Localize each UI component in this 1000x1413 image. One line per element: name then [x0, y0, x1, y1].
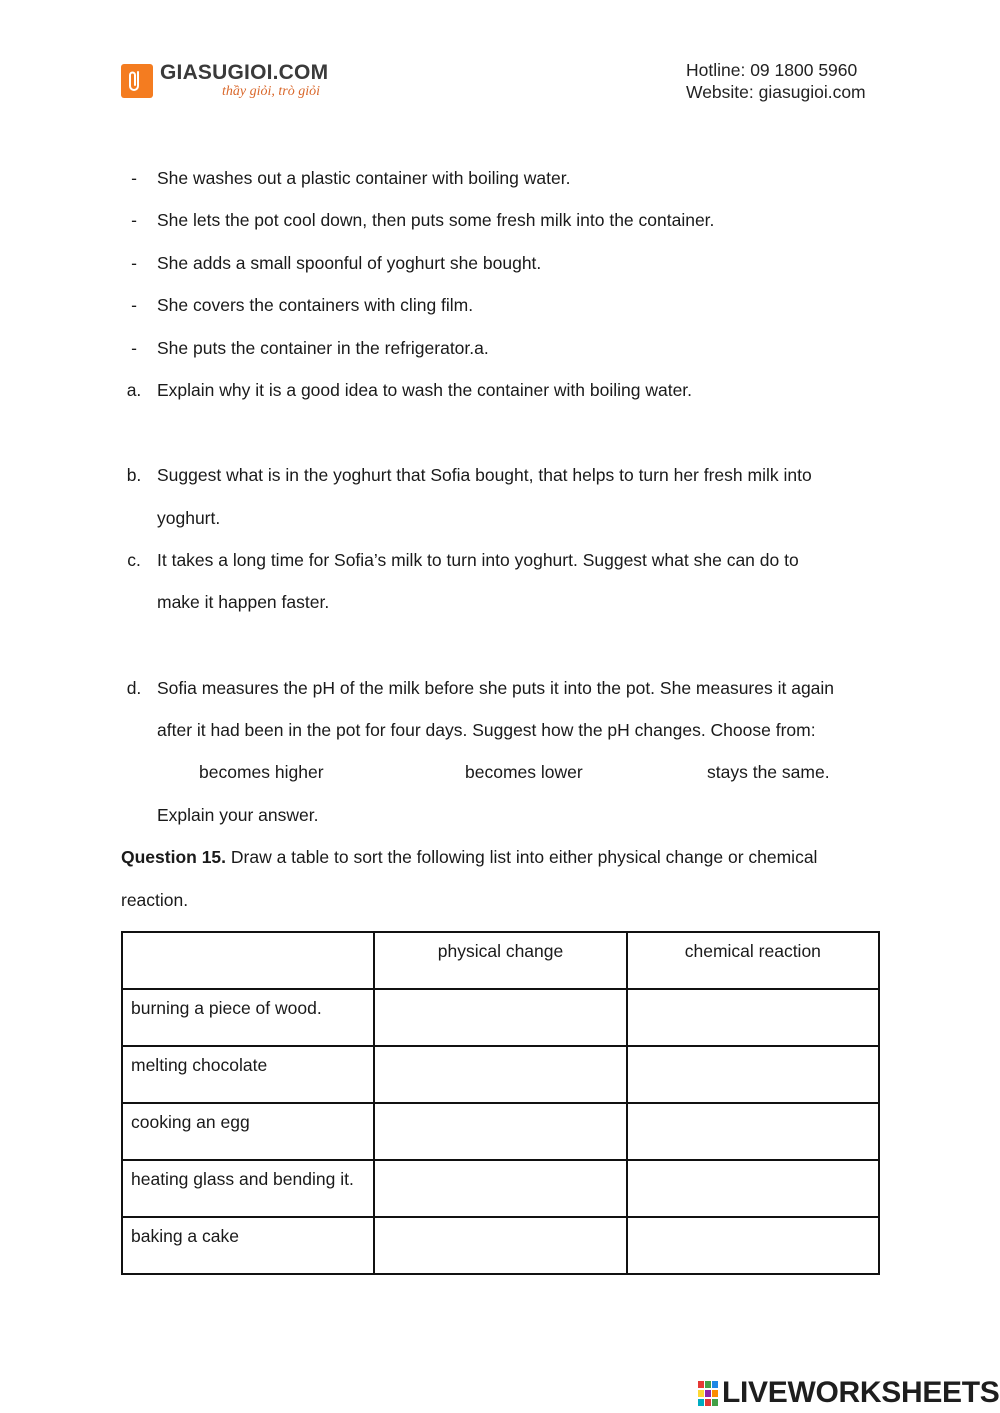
option-becomes-higher: becomes higher [199, 762, 324, 782]
logo-slogan: thầy giỏi, trò giỏi [222, 84, 320, 99]
liveworksheets-watermark: LIVEWORKSHEETS [722, 1376, 1000, 1409]
physical-change-answer-cell[interactable] [374, 1217, 626, 1274]
table-header-physical-change: physical change [374, 932, 626, 989]
list-item: She washes out a plastic container with boiling water. [157, 168, 571, 188]
question-15-text-cont: reaction. [121, 890, 189, 910]
option-becomes-lower: becomes lower [465, 762, 583, 782]
table-header-chemical-reaction: chemical reaction [627, 932, 879, 989]
list-marker: - [131, 338, 137, 358]
table-row [122, 1217, 879, 1274]
table-row [122, 1103, 879, 1160]
physical-change-answer-cell[interactable] [374, 1046, 626, 1103]
table-row-label: baking a cake [122, 1217, 374, 1274]
table-row [122, 989, 879, 1046]
question-15 [121, 846, 817, 868]
logo-icon [121, 64, 153, 98]
table-row [122, 1160, 879, 1217]
list-item: She adds a small spoonful of yoghurt she bought. [157, 253, 542, 273]
option-stays-same: stays the same. [707, 762, 830, 782]
hotline: Hotline: 09 1800 5960 [686, 60, 858, 80]
table-header-row [122, 932, 879, 989]
table-row-label: melting chocolate [122, 1046, 374, 1103]
website: Website: giasugioi.com [686, 82, 866, 102]
question-b-marker: b. [126, 465, 142, 485]
list-marker: - [131, 168, 137, 188]
chemical-reaction-answer-cell[interactable] [627, 1046, 879, 1103]
physical-change-answer-cell[interactable] [374, 1103, 626, 1160]
question-d-marker: d. [126, 678, 142, 698]
chemical-reaction-answer-cell[interactable] [627, 1103, 879, 1160]
question-d-text: Sofia measures the pH of the milk before she puts it into the pot. She measures it again [157, 678, 835, 698]
table-row [122, 1046, 879, 1103]
question-15-text: Draw a table to sort the following list into either physical change or chemical [226, 847, 818, 867]
list-marker: - [131, 210, 137, 230]
question-a-marker: a. [126, 380, 142, 400]
table-row-label: cooking an egg [122, 1103, 374, 1160]
question-d-explain: Explain your answer. [157, 805, 319, 825]
list-item: She puts the container in the refrigerator.a. [157, 338, 489, 358]
question-b-text-cont: yoghurt. [157, 508, 221, 528]
question-15-label: Question 15. [121, 847, 227, 867]
chemical-reaction-answer-cell[interactable] [627, 1217, 879, 1274]
list-marker: - [131, 253, 137, 273]
chemical-reaction-answer-cell[interactable] [627, 1160, 879, 1217]
question-b-text: Suggest what is in the yoghurt that Sofia bought, that helps to turn her fresh milk into [157, 465, 812, 485]
list-marker: - [131, 295, 137, 315]
question-c-marker: c. [127, 550, 141, 570]
logo-name: GIASUGIOI.COM [160, 61, 329, 84]
question-a-text: Explain why it is a good idea to wash the container with boiling water. [157, 380, 693, 400]
table-row-label: heating glass and bending it. [122, 1160, 374, 1217]
physical-change-answer-cell[interactable] [374, 989, 626, 1046]
question-c-text-cont: make it happen faster. [157, 592, 330, 612]
chemical-reaction-answer-cell[interactable] [627, 989, 879, 1046]
question-d-text-cont: after it had been in the pot for four days. Suggest how the pH changes. Choose from: [157, 720, 816, 740]
question-c-text: It takes a long time for Sofia’s milk to turn into yoghurt. Suggest what she can do to [157, 550, 799, 570]
liveworksheets-icon [698, 1381, 720, 1407]
list-item: She covers the containers with cling film. [157, 295, 474, 315]
physical-change-answer-cell[interactable] [374, 1160, 626, 1217]
list-item: She lets the pot cool down, then puts some fresh milk into the container. [157, 210, 715, 230]
table-header-cell [122, 932, 374, 989]
sorting-table [121, 931, 880, 1275]
table-row-label: burning a piece of wood. [122, 989, 374, 1046]
